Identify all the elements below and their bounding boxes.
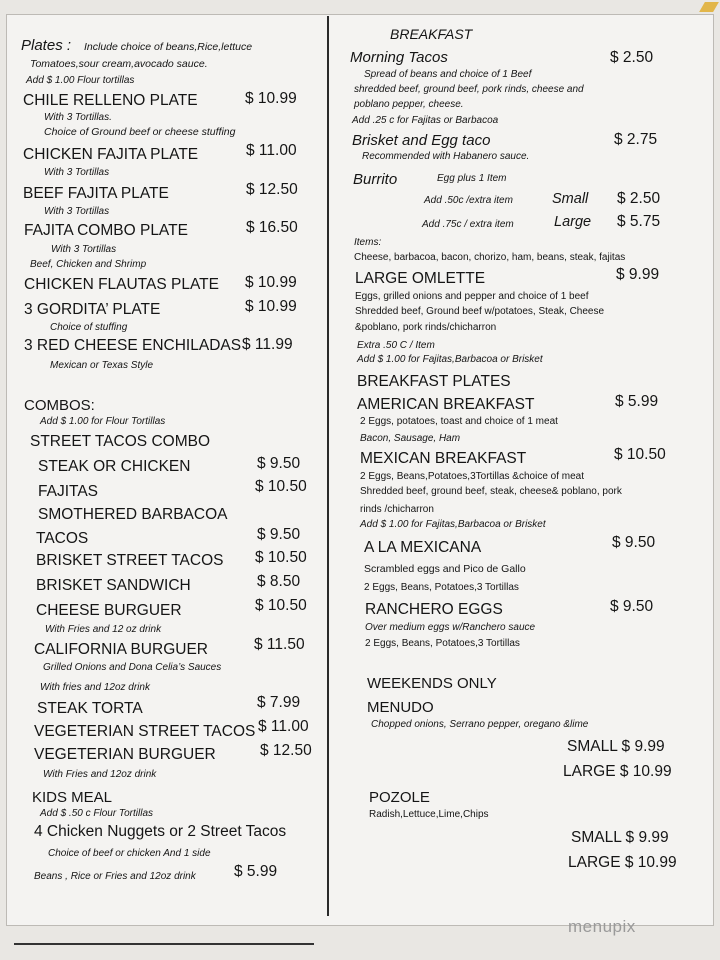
item-name: SMOTHERED BARBACOA xyxy=(38,506,228,523)
item-name: CHEESE BURGUER xyxy=(36,602,182,619)
kids-item: 4 Chicken Nuggets or 2 Street Tacos xyxy=(34,823,287,840)
kids-note: Beans , Rice or Fries and 12oz drink xyxy=(34,871,196,882)
item-desc: Spread of beans and choice of 1 Beef xyxy=(364,69,532,80)
item-name: Morning Tacos xyxy=(350,49,448,66)
item-name: POZOLE xyxy=(369,789,430,806)
item-price: $ 11.00 xyxy=(246,142,297,159)
item-name: BRISKET STREET TACOS xyxy=(36,552,224,569)
size-price: SMALL $ 9.99 xyxy=(567,738,665,755)
item-desc: Shredded beef, ground beef, steak, cheese& poblano, pork xyxy=(360,486,622,497)
item-name: TACOS xyxy=(36,530,89,547)
item-desc: Extra .50 C / Item xyxy=(357,340,435,351)
item-desc: Eggs, grilled onions and pepper and choice of 1 beef xyxy=(355,291,589,302)
street-tacos-combo: STREET TACOS COMBO xyxy=(30,433,210,450)
item-name: VEGETERIAN STREET TACOS xyxy=(34,723,256,740)
item-price: $ 9.50 xyxy=(257,455,301,472)
item-desc: Add .25 c for Fajitas or Barbacoa xyxy=(352,115,499,126)
item-name: A LA MEXICANA xyxy=(364,539,482,556)
item-note: Mexican or Texas Style xyxy=(50,360,154,371)
item-name: AMERICAN BREAKFAST xyxy=(357,396,535,413)
item-price: $ 10.50 xyxy=(255,597,307,614)
item-desc: 2 Eggs, Beans, Potatoes,3 Tortillas xyxy=(364,582,519,593)
items-list: Cheese, barbacoa, bacon, chorizo, ham, beans, steak, fajitas xyxy=(354,252,626,263)
item-desc: Chopped onions, Serrano pepper, oregano &lime xyxy=(371,719,589,730)
item-price: $ 16.50 xyxy=(246,219,298,236)
item-note: Choice of Ground beef or cheese stuffing xyxy=(44,126,236,138)
size-price: LARGE $ 10.99 xyxy=(568,854,677,871)
item-note: Choice of stuffing xyxy=(50,322,128,333)
item-note: With Fries and 12 oz drink xyxy=(45,624,162,635)
item-price: $ 11.50 xyxy=(254,636,305,653)
item-desc: Over medium eggs w/Ranchero sauce xyxy=(365,622,536,633)
item-name: LARGE OMLETTE xyxy=(355,270,486,287)
item-name: Brisket and Egg taco xyxy=(352,132,491,149)
item-desc: Recommended with Habanero sauce. xyxy=(362,151,530,162)
size-add: Add .75c / extra item xyxy=(422,219,514,230)
item-desc: poblano pepper, cheese. xyxy=(354,99,464,110)
item-name: STEAK OR CHICKEN xyxy=(38,458,191,475)
item-name: FAJITAS xyxy=(38,483,99,500)
item-desc: rinds /chicharron xyxy=(360,504,434,515)
breakfast-plates-heading: BREAKFAST PLATES xyxy=(357,373,511,390)
item-name: CALIFORNIA BURGUER xyxy=(34,641,208,658)
size-price: $ 2.50 xyxy=(617,190,661,207)
item-price: $ 9.99 xyxy=(616,266,660,283)
item-price: $ 11.00 xyxy=(258,718,309,735)
item-note: With fries and 12oz drink xyxy=(40,682,150,693)
size-price: SMALL $ 9.99 xyxy=(571,829,669,846)
item-price: $ 9.50 xyxy=(610,598,654,615)
item-name: RANCHERO EGGS xyxy=(365,601,503,618)
item-desc: Shredded beef, Ground beef w/potatoes, Steak, Cheese xyxy=(355,306,605,317)
item-sub: Egg plus 1 Item xyxy=(437,173,507,184)
item-desc: Add $ 1.00 for Fajitas,Barbacoa or Brisket xyxy=(360,519,546,530)
item-price: $ 10.50 xyxy=(255,478,307,495)
item-price: $ 12.50 xyxy=(246,181,298,198)
item-price: $ 10.99 xyxy=(245,90,297,107)
item-price: $ 5.99 xyxy=(615,393,659,410)
combos-heading: COMBOS: xyxy=(24,397,95,414)
kids-add: Add $ .50 c Flour Tortillas xyxy=(40,808,154,819)
items-label: Items: xyxy=(354,237,382,248)
item-name: BRISKET SANDWICH xyxy=(36,577,191,594)
item-price: $ 10.50 xyxy=(255,549,307,566)
item-desc: Bacon, Sausage, Ham xyxy=(360,433,461,444)
item-name: CHILE RELLENO PLATE xyxy=(23,92,198,109)
item-price: $ 10.50 xyxy=(614,446,666,463)
item-desc: 2 Eggs, Beans, Potatoes,3 Tortillas xyxy=(365,638,520,649)
item-name: 3 GORDITA’ PLATE xyxy=(24,301,161,318)
item-price: $ 10.99 xyxy=(245,298,297,315)
plates-heading: Plates : xyxy=(21,37,72,54)
item-name: STEAK TORTA xyxy=(37,700,143,717)
item-price: $ 7.99 xyxy=(257,694,301,711)
item-note: With 3 Tortillas. xyxy=(44,112,112,123)
item-desc: 2 Eggs, potatoes, toast and choice of 1 meat xyxy=(360,416,558,427)
item-desc: Add $ 1.00 for Fajitas,Barbacoa or Brisket xyxy=(357,354,543,365)
plates-desc-1: Include choice of beans,Rice,lettuce xyxy=(84,41,253,53)
breakfast-heading: BREAKFAST xyxy=(390,26,473,42)
item-name: Burrito xyxy=(353,171,398,188)
item-note: Grilled Onions and Dona Celia’s Sauces xyxy=(43,662,222,673)
item-name: CHICKEN FLAUTAS PLATE xyxy=(24,276,219,293)
size-label: Large xyxy=(554,214,592,230)
item-price: $ 9.50 xyxy=(612,534,656,551)
item-note: With Fries and 12oz drink xyxy=(43,769,157,780)
item-desc: Radish,Lettuce,Lime,Chips xyxy=(369,809,489,820)
size-label: Small xyxy=(552,191,589,207)
kids-note: Choice of beef or chicken And 1 side xyxy=(48,848,211,859)
item-price: $ 12.50 xyxy=(260,742,312,759)
item-name: CHICKEN FAJITA PLATE xyxy=(23,146,199,163)
item-name: FAJITA COMBO PLATE xyxy=(24,222,188,239)
plates-desc-2: Tomatoes,sour cream,avocado sauce. xyxy=(30,58,208,70)
size-add: Add .50c /extra item xyxy=(424,195,513,206)
item-note: With 3 Tortillas xyxy=(51,244,117,255)
item-price: $ 9.50 xyxy=(257,526,301,543)
plates-add: Add $ 1.00 Flour tortillas xyxy=(26,75,135,86)
item-note: With 3 Tortillas xyxy=(44,167,110,178)
item-note: Beef, Chicken and Shrimp xyxy=(30,259,147,270)
item-name: VEGETERIAN BURGUER xyxy=(34,746,216,763)
item-desc: shredded beef, ground beef, pork rinds, cheese and xyxy=(354,84,584,95)
size-price: $ 5.75 xyxy=(617,213,661,230)
item-price: $ 2.75 xyxy=(614,131,658,148)
item-price: $ 8.50 xyxy=(257,573,301,590)
item-price: $ 2.50 xyxy=(610,49,654,66)
kids-price: $ 5.99 xyxy=(234,863,278,880)
item-name: MEXICAN BREAKFAST xyxy=(360,450,527,467)
weekends-heading: WEEKENDS ONLY xyxy=(367,675,497,692)
item-price: $ 10.99 xyxy=(245,274,297,291)
bottom-rule xyxy=(14,943,314,945)
column-divider xyxy=(327,16,329,916)
item-desc: Scrambled eggs and Pico de Gallo xyxy=(364,563,526,575)
item-name: BEEF FAJITA PLATE xyxy=(23,185,169,202)
corner-tab xyxy=(699,2,719,12)
combos-add: Add $ 1.00 for Flour Tortillas xyxy=(40,416,166,427)
item-name: MENUDO xyxy=(367,699,434,716)
item-desc: &poblano, pork rinds/chicharron xyxy=(355,322,497,333)
item-desc: 2 Eggs, Beans,Potatoes,3Tortillas &choice of meat xyxy=(360,471,585,482)
watermark-text: menupix xyxy=(568,917,636,936)
item-note: With 3 Tortillas xyxy=(44,206,110,217)
size-price: LARGE $ 10.99 xyxy=(563,763,672,780)
kids-heading: KIDS MEAL xyxy=(32,789,113,806)
item-name: 3 RED CHEESE ENCHILADAS xyxy=(24,337,242,354)
item-price: $ 11.99 xyxy=(242,336,293,353)
